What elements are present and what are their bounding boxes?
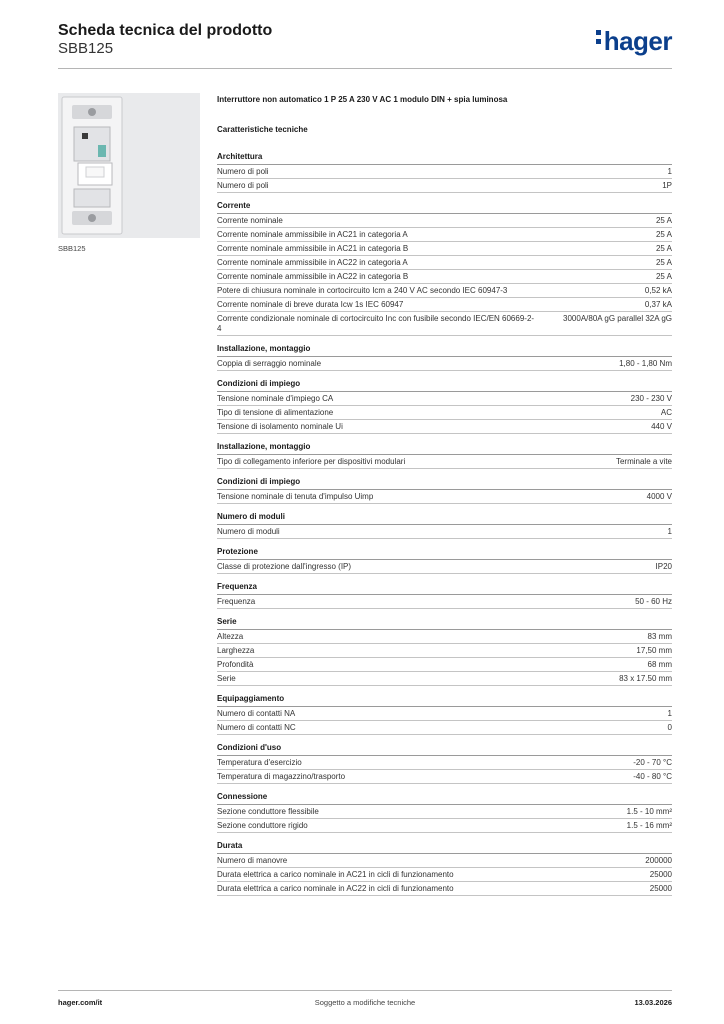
spec-row [217,658,672,672]
spec-group-title: Numero di moduli [217,511,672,525]
spec-label: Numero di poli [217,167,269,176]
spec-row [217,805,672,819]
spec-label: Frequenza [217,597,256,606]
spec-label: Corrente nominale ammissibile in AC22 in categoria A [217,258,408,267]
spec-group-title: Equipaggiamento [217,693,672,707]
spec-value: 83 x 17.50 mm [619,674,672,683]
spec-value: 25 A [655,272,672,281]
spec-label: Potere di chiusura nominale in cortocircuito Icm a 240 V AC secondo IEC 60947-3 [217,286,508,295]
spec-value: 68 mm [647,660,672,669]
spec-value: 50 - 60 Hz [635,597,672,606]
spec-group [217,791,672,833]
spec-label: Corrente nominale ammissibile in AC22 in categoria B [217,272,409,281]
spec-row [217,228,672,242]
spec-group-title: Corrente [217,200,672,214]
spec-row [217,770,672,784]
spec-row [217,242,672,256]
spec-group [217,581,672,609]
spec-group [217,616,672,686]
spec-group-title: Frequenza [217,581,672,595]
spec-value: 25000 [649,884,672,893]
spec-group-title: Installazione, montaggio [217,441,672,455]
header-divider [58,68,672,69]
page-header [58,22,672,68]
spec-label: Numero di manovre [217,856,288,865]
spec-label: Sezione conduttore rigido [217,821,308,830]
spec-label: Tensione nominale di tenuta d'impulso Uimp [217,492,374,501]
spec-group [217,693,672,735]
product-image [58,93,200,238]
spec-label: Sezione conduttore flessibile [217,807,319,816]
spec-row [217,756,672,770]
spec-row [217,179,672,193]
spec-row [217,721,672,735]
spec-group [217,378,672,434]
spec-group-title: Protezione [217,546,672,560]
spec-label: Numero di contatti NA [217,709,296,718]
spec-value: 25000 [649,870,672,879]
spec-row [217,165,672,179]
spec-value: -40 - 80 °C [633,772,672,781]
spec-row [217,298,672,312]
spec-value: AC [660,408,672,417]
spec-label: Numero di poli [217,181,269,190]
spec-value: 0,37 kA [644,300,672,309]
spec-label: Altezza [217,632,244,641]
spec-row [217,490,672,504]
spec-label: Serie [217,674,236,683]
spec-row [217,644,672,658]
spec-label: Corrente nominale ammissibile in AC21 in categoria B [217,244,409,253]
logo-dots-icon [596,26,602,48]
spec-group [217,151,672,193]
spec-value: 25 A [655,230,672,239]
spec-label: Durata elettrica a carico nominale in AC21 in cicli di funzionamento [217,870,454,879]
spec-group-title: Condizioni d'uso [217,742,672,756]
spec-row [217,420,672,434]
spec-label: Temperatura di magazzino/trasporto [217,772,346,781]
spec-value: 440 V [651,422,672,431]
spec-value: 230 - 230 V [630,394,672,403]
spec-value: 200000 [645,856,672,865]
spec-group-title: Durata [217,840,672,854]
spec-label: Durata elettrica a carico nominale in AC22 in cicli di funzionamento [217,884,454,893]
spec-label: Tensione di isolamento nominale Ui [217,422,343,431]
spec-group [217,546,672,574]
spec-value: 25 A [655,216,672,225]
spec-label: Classe di protezione dall'ingresso (IP) [217,562,352,571]
spec-row [217,392,672,406]
spec-group [217,742,672,784]
spec-label: Corrente nominale ammissibile in AC21 in categoria A [217,230,408,239]
spec-label: Corrente condizionale nominale di cortocircuito Inc con fusibile secondo IEC/EN 60669-2-4 [217,314,535,333]
spec-row [217,357,672,371]
spec-row [217,214,672,228]
spec-value: 1.5 - 10 mm² [626,807,672,816]
spec-content [217,95,672,903]
spec-value: 1P [662,181,672,190]
spec-label: Corrente nominale [217,216,283,225]
spec-value: IP20 [655,562,672,571]
spec-label: Coppia di serraggio nominale [217,359,322,368]
hager-logo [596,26,672,56]
spec-group-title: Installazione, montaggio [217,343,672,357]
spec-groups [217,151,672,896]
spec-value: 1 [667,167,672,176]
product-code: SBB125 [58,40,114,57]
spec-value: Terminale a vite [615,457,672,466]
spec-label: Tipo di tensione di alimentazione [217,408,334,417]
spec-value: 1 [667,527,672,536]
spec-row [217,819,672,833]
spec-row [217,854,672,868]
spec-group [217,511,672,539]
product-description: Interruttore non automatico 1 P 25 A 230 V AC 1 modulo DIN + spia luminosa [217,95,508,104]
spec-group [217,840,672,896]
footer-website-link[interactable]: hager.com/it [58,998,103,1007]
spec-value: 17,50 mm [636,646,672,655]
spec-value: 4000 V [646,492,672,501]
spec-group [217,200,672,336]
spec-row [217,270,672,284]
spec-value: 1.5 - 16 mm² [626,821,672,830]
spec-group-title: Condizioni di impiego [217,476,672,490]
spec-label: Profondità [217,660,254,669]
page-title: Scheda tecnica del prodotto [58,22,273,39]
footer-date: 13.03.2026 [634,998,672,1007]
spec-label: Numero di moduli [217,527,280,536]
spec-group-title: Condizioni di impiego [217,378,672,392]
spec-label: Numero di contatti NC [217,723,296,732]
spec-label: Temperatura d'esercizio [217,758,302,767]
spec-row [217,630,672,644]
spec-row [217,525,672,539]
spec-group-title: Connessione [217,791,672,805]
spec-row [217,882,672,896]
spec-label: Tensione nominale d'impiego CA [217,394,334,403]
spec-label: Tipo di collegamento inferiore per dispositivi modulari [217,457,406,466]
spec-row [217,707,672,721]
spec-group [217,343,672,371]
spec-label: Corrente nominale di breve durata Icw 1s IEC 60947 [217,300,404,309]
logo-text: hager [603,26,672,56]
spec-row [217,595,672,609]
spec-row [217,406,672,420]
spec-row [217,312,672,336]
spec-value: 0 [667,723,672,732]
spec-value: 25 A [655,244,672,253]
spec-value: 25 A [655,258,672,267]
spec-value: 1 [667,709,672,718]
spec-row [217,560,672,574]
spec-row [217,455,672,469]
spec-group-title: Architettura [217,151,672,165]
spec-group [217,441,672,469]
image-caption: SBB125 [58,244,86,253]
spec-value: 1,80 - 1,80 Nm [619,359,672,368]
spec-label: Larghezza [217,646,255,655]
footer-note: Soggetto a modifiche tecniche [314,998,416,1007]
spec-group [217,476,672,504]
spec-value: -20 - 70 °C [633,758,672,767]
spec-value: 3000A/80A gG parallel 32A gG [563,314,672,323]
spec-row [217,256,672,270]
page-footer [58,990,672,1012]
spec-row [217,868,672,882]
spec-value: 83 mm [647,632,672,641]
spec-row [217,284,672,298]
section-title: Caratteristiche tecniche [217,125,308,134]
spec-value: 0,52 kA [644,286,672,295]
circuit-breaker-icon [58,93,200,238]
spec-group-title: Serie [217,616,672,630]
spec-row [217,672,672,686]
